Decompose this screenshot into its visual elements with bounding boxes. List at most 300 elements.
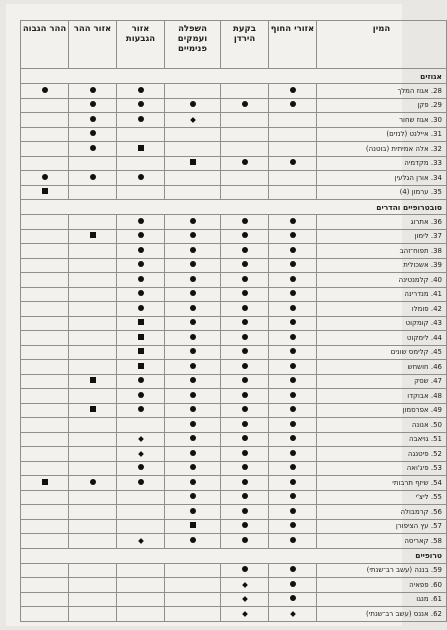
- region-cell: [269, 331, 317, 346]
- region-cell: [221, 592, 269, 607]
- circle-marker-icon: [290, 334, 296, 340]
- region-cell: [21, 360, 69, 375]
- region-cell: [69, 258, 117, 273]
- region-cell: [117, 302, 165, 317]
- region-cell: [21, 505, 69, 520]
- region-cell: [69, 607, 117, 622]
- circle-marker-icon: [190, 276, 196, 282]
- region-cell: [269, 287, 317, 302]
- circle-marker-icon: [190, 232, 196, 238]
- region-cell: [21, 302, 69, 317]
- circle-marker-icon: [242, 290, 248, 296]
- region-cell: [269, 534, 317, 549]
- circle-marker-icon: [290, 493, 296, 499]
- region-cell: [269, 113, 317, 128]
- region-cell: [269, 258, 317, 273]
- region-cell: [221, 360, 269, 375]
- circle-marker-icon: [242, 508, 248, 514]
- header-mountain: אזור ההר: [69, 21, 117, 69]
- region-cell: [269, 156, 317, 171]
- region-cell: [21, 127, 69, 142]
- circle-marker-icon: [138, 276, 144, 282]
- circle-marker-icon: [242, 276, 248, 282]
- circle-marker-icon: [138, 174, 144, 180]
- region-cell: [221, 127, 269, 142]
- region-cell: [21, 447, 69, 462]
- circle-marker-icon: [242, 522, 248, 528]
- region-cell: [269, 578, 317, 593]
- region-cell: [117, 519, 165, 534]
- region-cell: [69, 447, 117, 462]
- circle-marker-icon: [290, 247, 296, 253]
- region-cell: [165, 607, 221, 622]
- region-cell: [221, 461, 269, 476]
- region-cell: [221, 185, 269, 200]
- region-cell: [69, 374, 117, 389]
- region-cell: [69, 229, 117, 244]
- circle-marker-icon: [290, 276, 296, 282]
- circle-marker-icon: [290, 348, 296, 354]
- circle-marker-icon: [190, 421, 196, 427]
- square-marker-icon: [138, 145, 144, 151]
- region-cell: [117, 490, 165, 505]
- region-cell: [221, 287, 269, 302]
- region-cell: [269, 432, 317, 447]
- species-name: 46. חושחש: [317, 360, 447, 375]
- region-cell: [165, 490, 221, 505]
- circle-marker-icon: [138, 479, 144, 485]
- region-cell: [117, 215, 165, 230]
- region-cell: [165, 127, 221, 142]
- circle-marker-icon: [290, 377, 296, 383]
- circle-marker-icon: [138, 116, 144, 122]
- region-cell: [69, 331, 117, 346]
- region-cell: [165, 316, 221, 331]
- region-cell: [221, 476, 269, 491]
- region-cell: [269, 316, 317, 331]
- species-name: 58. קאריסה: [317, 534, 447, 549]
- species-name: 34. אורן הגלעין: [317, 171, 447, 186]
- region-cell: [165, 461, 221, 476]
- species-name: 49. אפרסמון: [317, 403, 447, 418]
- species-name: 54. שיזף תרבותי: [317, 476, 447, 491]
- region-cell: [165, 374, 221, 389]
- region-cell: [69, 403, 117, 418]
- header-lowlands: השפלה ועמקים פנימיים: [165, 21, 221, 69]
- species-name: 56. קרמבולה: [317, 505, 447, 520]
- circle-marker-icon: [190, 290, 196, 296]
- square-marker-icon: [42, 188, 48, 194]
- table-row: [21, 592, 447, 607]
- region-cell: [117, 360, 165, 375]
- circle-marker-icon: [190, 247, 196, 253]
- region-cell: [117, 258, 165, 273]
- region-cell: [269, 374, 317, 389]
- region-cell: [117, 418, 165, 433]
- region-cell: [269, 461, 317, 476]
- square-marker-icon: [138, 363, 144, 369]
- region-cell: [69, 461, 117, 476]
- circle-marker-icon: [290, 537, 296, 543]
- table-row: [21, 578, 447, 593]
- region-cell: [269, 229, 317, 244]
- region-cell: [21, 98, 69, 113]
- square-marker-icon: [190, 522, 196, 528]
- circle-marker-icon: [190, 464, 196, 470]
- circle-marker-icon: [290, 232, 296, 238]
- region-cell: [21, 534, 69, 549]
- table-row: [21, 563, 447, 578]
- region-cell: [117, 84, 165, 99]
- region-cell: [21, 113, 69, 128]
- circle-marker-icon: [290, 290, 296, 296]
- table-row: [21, 127, 447, 142]
- circle-marker-icon: [90, 101, 96, 107]
- circle-marker-icon: [190, 218, 196, 224]
- circle-marker-icon: [190, 348, 196, 354]
- region-cell: [21, 244, 69, 259]
- region-cell: [21, 461, 69, 476]
- region-cell: [69, 273, 117, 288]
- circle-marker-icon: [190, 392, 196, 398]
- region-cell: [221, 374, 269, 389]
- species-name: 62. אננס (עשב רב־שנתי): [317, 607, 447, 622]
- region-cell: [69, 215, 117, 230]
- circle-marker-icon: [242, 363, 248, 369]
- region-cell: [269, 505, 317, 520]
- circle-marker-icon: [190, 450, 196, 456]
- square-marker-icon: [138, 348, 144, 354]
- table-row: [21, 273, 447, 288]
- region-cell: [269, 403, 317, 418]
- region-cell: [69, 287, 117, 302]
- region-cell: [21, 258, 69, 273]
- circle-marker-icon: [290, 406, 296, 412]
- region-cell: [117, 534, 165, 549]
- circle-marker-icon: [190, 261, 196, 267]
- square-marker-icon: [90, 406, 96, 412]
- region-cell: [21, 287, 69, 302]
- region-cell: [21, 418, 69, 433]
- circle-marker-icon: [90, 174, 96, 180]
- region-cell: [221, 98, 269, 113]
- table-row: [21, 142, 447, 157]
- species-name: 28. אגוז המלך: [317, 84, 447, 99]
- circle-marker-icon: [138, 305, 144, 311]
- species-name: 29. פקן: [317, 98, 447, 113]
- circle-marker-icon: [138, 392, 144, 398]
- table-body: [21, 69, 447, 622]
- region-cell: [269, 360, 317, 375]
- circle-marker-icon: [242, 435, 248, 441]
- circle-marker-icon: [90, 87, 96, 93]
- region-cell: [117, 563, 165, 578]
- table-row: [21, 389, 447, 404]
- diamond-marker-icon: [242, 611, 248, 617]
- region-cell: [165, 447, 221, 462]
- region-cell: [165, 519, 221, 534]
- region-cell: [21, 142, 69, 157]
- circle-marker-icon: [138, 464, 144, 470]
- region-cell: [21, 592, 69, 607]
- species-name: 51. גויאבה: [317, 432, 447, 447]
- region-cell: [221, 578, 269, 593]
- region-cell: [69, 345, 117, 360]
- table-row: [21, 171, 447, 186]
- circle-marker-icon: [290, 261, 296, 267]
- region-cell: [165, 360, 221, 375]
- circle-marker-icon: [290, 363, 296, 369]
- section-row: [21, 200, 447, 215]
- circle-marker-icon: [242, 305, 248, 311]
- region-cell: [117, 578, 165, 593]
- region-cell: [117, 273, 165, 288]
- table-row: [21, 490, 447, 505]
- circle-marker-icon: [290, 508, 296, 514]
- region-cell: [21, 185, 69, 200]
- region-cell: [69, 113, 117, 128]
- region-cell: [221, 302, 269, 317]
- region-cell: [269, 215, 317, 230]
- region-cell: [69, 185, 117, 200]
- region-cell: [269, 127, 317, 142]
- region-cell: [165, 142, 221, 157]
- circle-marker-icon: [242, 377, 248, 383]
- region-cell: [117, 374, 165, 389]
- circle-marker-icon: [190, 508, 196, 514]
- region-cell: [117, 127, 165, 142]
- region-cell: [117, 345, 165, 360]
- table-row: [21, 432, 447, 447]
- region-cell: [269, 171, 317, 186]
- region-cell: [69, 389, 117, 404]
- table-row: [21, 418, 447, 433]
- region-cell: [221, 229, 269, 244]
- circle-marker-icon: [242, 450, 248, 456]
- region-cell: [269, 447, 317, 462]
- region-cell: [69, 432, 117, 447]
- region-cell: [117, 142, 165, 157]
- region-cell: [165, 258, 221, 273]
- region-cell: [69, 171, 117, 186]
- region-cell: [21, 171, 69, 186]
- region-cell: [165, 403, 221, 418]
- document-page: [6, 4, 442, 626]
- table-row: [21, 519, 447, 534]
- table-row: [21, 287, 447, 302]
- circle-marker-icon: [190, 406, 196, 412]
- region-cell: [117, 389, 165, 404]
- species-name: 55. ליצ'י: [317, 490, 447, 505]
- circle-marker-icon: [190, 101, 196, 107]
- diamond-marker-icon: [138, 538, 144, 544]
- species-name: 48. אבוקדו: [317, 389, 447, 404]
- species-name: 38. תפוח־זהב: [317, 244, 447, 259]
- region-cell: [221, 389, 269, 404]
- region-cell: [117, 113, 165, 128]
- region-cell: [221, 534, 269, 549]
- section-title: אגוזים: [21, 69, 447, 84]
- region-cell: [69, 505, 117, 520]
- table-row: [21, 476, 447, 491]
- region-cell: [221, 331, 269, 346]
- region-cell: [165, 331, 221, 346]
- square-marker-icon: [42, 479, 48, 485]
- region-cell: [165, 156, 221, 171]
- species-name: 47. שסק: [317, 374, 447, 389]
- circle-marker-icon: [90, 479, 96, 485]
- circle-marker-icon: [190, 435, 196, 441]
- section-row: [21, 548, 447, 563]
- region-cell: [69, 302, 117, 317]
- region-cell: [21, 229, 69, 244]
- region-cell: [69, 592, 117, 607]
- table-row: [21, 98, 447, 113]
- table-row: [21, 345, 447, 360]
- species-name: 52. פיטנגה: [317, 447, 447, 462]
- region-cell: [21, 476, 69, 491]
- circle-marker-icon: [138, 247, 144, 253]
- region-cell: [69, 98, 117, 113]
- region-cell: [165, 302, 221, 317]
- region-cell: [269, 273, 317, 288]
- circle-marker-icon: [138, 261, 144, 267]
- species-name: 33. מקדמיה: [317, 156, 447, 171]
- table-row: [21, 302, 447, 317]
- circle-marker-icon: [242, 464, 248, 470]
- circle-marker-icon: [290, 305, 296, 311]
- region-cell: [21, 331, 69, 346]
- region-cell: [269, 563, 317, 578]
- circle-marker-icon: [242, 261, 248, 267]
- region-cell: [221, 244, 269, 259]
- region-cell: [117, 244, 165, 259]
- region-cell: [269, 244, 317, 259]
- region-cell: [21, 84, 69, 99]
- header-high-mountain: ההר הגבוה: [21, 21, 69, 69]
- region-cell: [221, 607, 269, 622]
- circle-marker-icon: [190, 305, 196, 311]
- header-species: המין: [317, 21, 447, 69]
- table-row: [21, 229, 447, 244]
- circle-marker-icon: [290, 566, 296, 572]
- region-cell: [221, 345, 269, 360]
- region-cell: [269, 98, 317, 113]
- region-cell: [69, 360, 117, 375]
- circle-marker-icon: [290, 595, 296, 601]
- circle-marker-icon: [42, 174, 48, 180]
- region-cell: [21, 519, 69, 534]
- section-title: טרופיים: [21, 548, 447, 563]
- header-row: [21, 21, 447, 69]
- region-cell: [165, 389, 221, 404]
- circle-marker-icon: [290, 218, 296, 224]
- region-cell: [221, 432, 269, 447]
- region-cell: [221, 418, 269, 433]
- region-cell: [69, 519, 117, 534]
- region-cell: [117, 505, 165, 520]
- region-cell: [21, 389, 69, 404]
- region-cell: [69, 490, 117, 505]
- region-cell: [221, 215, 269, 230]
- region-cell: [21, 273, 69, 288]
- region-cell: [221, 505, 269, 520]
- region-cell: [117, 432, 165, 447]
- region-cell: [221, 316, 269, 331]
- region-cell: [69, 476, 117, 491]
- species-name: 57. עץ הציפורן: [317, 519, 447, 534]
- circle-marker-icon: [290, 479, 296, 485]
- region-cell: [21, 316, 69, 331]
- square-marker-icon: [138, 319, 144, 325]
- circle-marker-icon: [190, 493, 196, 499]
- region-cell: [269, 418, 317, 433]
- table-row: [21, 244, 447, 259]
- circle-marker-icon: [290, 319, 296, 325]
- circle-marker-icon: [190, 377, 196, 383]
- table-row: [21, 607, 447, 622]
- region-cell: [165, 476, 221, 491]
- header-coastal: אזורי החוף: [269, 21, 317, 69]
- circle-marker-icon: [138, 218, 144, 224]
- region-cell: [221, 113, 269, 128]
- circle-marker-icon: [242, 101, 248, 107]
- circle-marker-icon: [290, 581, 296, 587]
- region-cell: [165, 534, 221, 549]
- section-title: סובטרופיים והדרים: [21, 200, 447, 215]
- region-cell: [117, 461, 165, 476]
- region-cell: [21, 215, 69, 230]
- table-row: [21, 505, 447, 520]
- diamond-marker-icon: [190, 117, 196, 123]
- circle-marker-icon: [90, 116, 96, 122]
- region-cell: [69, 534, 117, 549]
- region-cell: [117, 592, 165, 607]
- table-row: [21, 461, 447, 476]
- square-marker-icon: [90, 232, 96, 238]
- region-cell: [117, 331, 165, 346]
- circle-marker-icon: [138, 87, 144, 93]
- circle-marker-icon: [190, 319, 196, 325]
- region-cell: [117, 476, 165, 491]
- species-name: 35. ערמון (4): [317, 185, 447, 200]
- circle-marker-icon: [242, 406, 248, 412]
- region-cell: [221, 84, 269, 99]
- region-cell: [21, 578, 69, 593]
- circle-marker-icon: [290, 392, 296, 398]
- region-cell: [221, 273, 269, 288]
- table-row: [21, 534, 447, 549]
- region-cell: [221, 258, 269, 273]
- region-cell: [221, 156, 269, 171]
- species-name: 50. אנונה: [317, 418, 447, 433]
- region-cell: [269, 345, 317, 360]
- region-cell: [269, 302, 317, 317]
- table-row: [21, 84, 447, 99]
- region-cell: [269, 592, 317, 607]
- circle-marker-icon: [190, 479, 196, 485]
- region-cell: [165, 113, 221, 128]
- circle-marker-icon: [242, 232, 248, 238]
- region-cell: [21, 374, 69, 389]
- region-cell: [269, 607, 317, 622]
- region-cell: [165, 287, 221, 302]
- region-cell: [117, 156, 165, 171]
- region-cell: [269, 389, 317, 404]
- region-cell: [21, 563, 69, 578]
- region-cell: [269, 476, 317, 491]
- region-cell: [21, 607, 69, 622]
